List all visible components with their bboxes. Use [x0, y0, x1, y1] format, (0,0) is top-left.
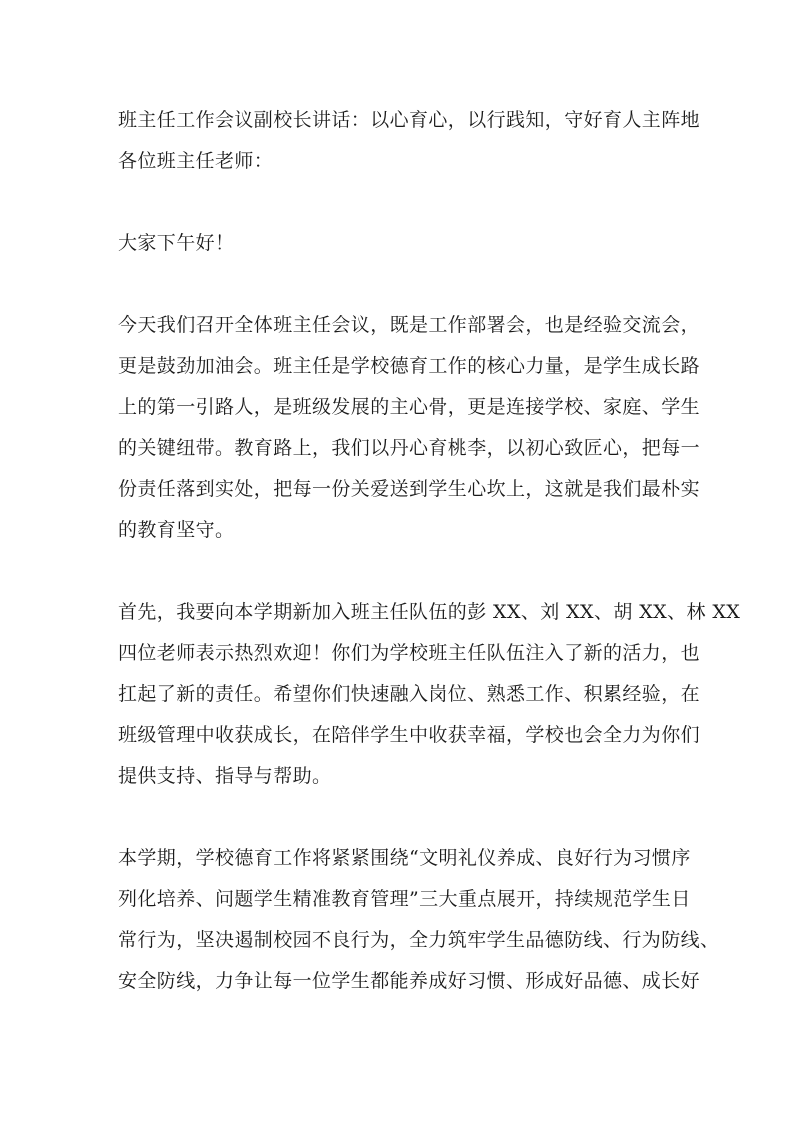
paragraph-line: 四位老师表示热烈欢迎！你们为学校班主任队伍注入了新的活力，也 — [118, 642, 701, 664]
paragraph-line: 份责任落到实处，把每一份关爱送到学生心坎上，这就是我们最朴实 — [118, 478, 701, 500]
spacer — [118, 551, 688, 592]
paragraph-line: 的教育坚守。 — [118, 519, 235, 541]
paragraph-line: 常行为，坚决遏制校园不良行为，全力筑牢学生品德防线、行为防线、 — [118, 929, 720, 951]
document-page — [118, 100, 741, 1002]
paragraph-line: 上的第一引路人，是班级发展的主心骨，更是连接学校、家庭、学生 — [118, 396, 701, 418]
spacer — [118, 264, 688, 305]
paragraph-line: 安全防线，力争让每一位学生都能养成好习惯、形成好品德、成长好 — [118, 970, 701, 992]
paragraph-line: 本学期，学校德育工作将紧紧围绕“文明礼仪养成、良好行为习惯序 — [118, 847, 691, 869]
salutation: 各位班主任老师： — [118, 150, 274, 172]
paragraph-welcome — [118, 592, 741, 797]
paragraph-line: 扛起了新的责任。希望你们快速融入岗位、熟悉工作、积累经验，在 — [118, 683, 701, 705]
paragraph-line: 首先，我要向本学期新加入班主任队伍的彭 XX、刘 XX、胡 XX、林 XX — [118, 601, 741, 623]
paragraph-line: 的关键纽带。教育路上，我们以丹心育桃李，以初心致匠心，把每一 — [118, 437, 701, 459]
paragraph-line: 提供支持、指导与帮助。 — [118, 765, 332, 787]
paragraph-line: 班级管理中收获成长，在陪伴学生中收获幸福，学校也会全力为你们 — [118, 724, 701, 746]
paragraph-line: 今天我们召开全体班主任会议，既是工作部署会，也是经验交流会， — [118, 314, 701, 336]
paragraph-line: 列化培养、问题学生精准教育管理”三大重点展开，持续规范学生日 — [118, 888, 691, 910]
spacer — [118, 797, 688, 838]
paragraph-line: 更是鼓劲加油会。班主任是学校德育工作的核心力量，是学生成长路 — [118, 355, 701, 377]
paragraph-semester-focus — [118, 838, 720, 1002]
paragraph-opening — [118, 305, 701, 551]
spacer — [118, 182, 688, 223]
document-title: 班主任工作会议副校长讲话：以心育心，以行践知，守好育人主阵地 — [118, 109, 701, 131]
greeting: 大家下午好！ — [118, 232, 235, 254]
